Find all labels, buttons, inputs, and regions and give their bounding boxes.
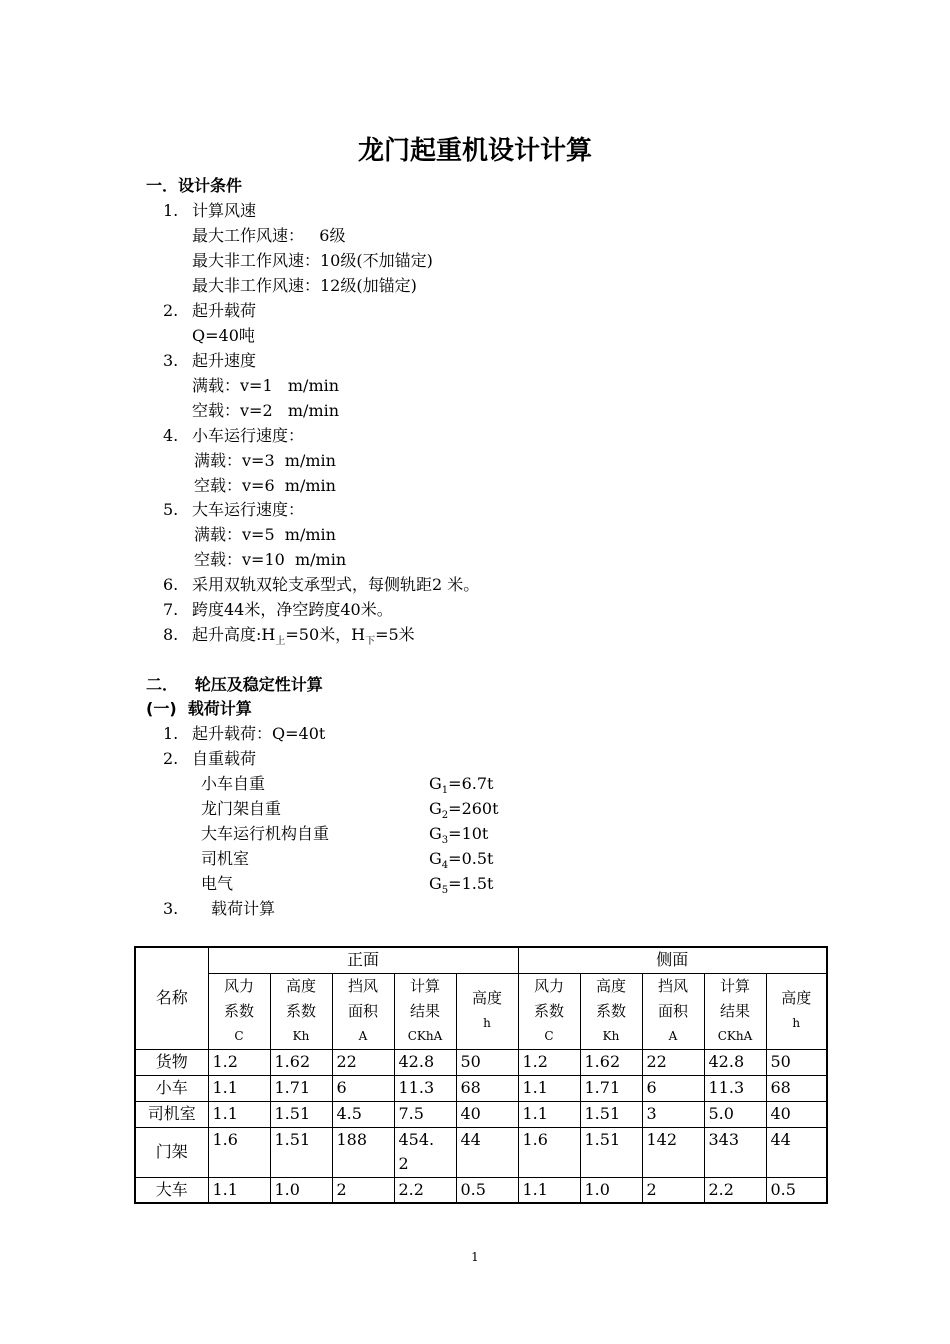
wind-load-table <box>134 946 828 1204</box>
cell-side: 1.2 <box>518 1049 580 1075</box>
trolley-speed-full: 满载：v=3 m/min <box>194 451 336 470</box>
cell-front: 4.5 <box>332 1101 394 1127</box>
page-number: 1 <box>471 1250 479 1264</box>
item-1-label: 计算风速 <box>192 201 257 220</box>
cell-side: 50 <box>766 1049 827 1075</box>
cell-front: 40 <box>456 1101 518 1127</box>
col-header: 高度 h <box>766 973 827 1049</box>
cell-front: 44 <box>456 1127 518 1177</box>
cell-front: 50 <box>456 1049 518 1075</box>
cell-front: 1.0 <box>270 1177 332 1203</box>
cell-front: 1.1 <box>208 1101 270 1127</box>
crane-speed-empty: 空载：v=10 m/min <box>194 550 347 569</box>
col-header: 计算 结果 CKhA <box>394 973 456 1049</box>
item-6-number: 6. <box>163 575 179 594</box>
cell-side: 1.1 <box>518 1075 580 1101</box>
weight-name: 龙门架自重 <box>201 799 282 818</box>
item-8-label: 起升高度$:H_上=50$米，$H_下=5$米 <box>192 625 415 648</box>
load-item-1-number: 1. <box>163 724 179 743</box>
section1-heading: 一．设计条件 <box>146 176 243 195</box>
section2-heading: 二． 轮压及稳定性计算 <box>146 675 323 694</box>
document-title: 龙门起重机设计计算 <box>357 136 592 166</box>
cell-side: 1.71 <box>580 1075 642 1101</box>
cell-front: 11.3 <box>394 1075 456 1101</box>
cell-side: 6 <box>642 1075 704 1101</box>
crane-speed-full: 满载：v=5 m/min <box>194 525 336 544</box>
cell-side: 2.2 <box>704 1177 766 1203</box>
cell-side: 142 <box>642 1127 704 1177</box>
table-header-side: 侧面 <box>518 947 827 973</box>
cell-front: 42.8 <box>394 1049 456 1075</box>
item-6-label: 采用双轨双轮支承型式，每侧轨距2 米。 <box>192 575 480 594</box>
col-header: 计算 结果 CKhA <box>704 973 766 1049</box>
table-header-name: 名称 <box>135 947 208 1049</box>
cell-side: 1.6 <box>518 1127 580 1177</box>
col-header: 风力 系数 C <box>208 973 270 1049</box>
item-1-number: 1. <box>163 201 179 220</box>
weight-name: 大车运行机构自重 <box>201 824 330 843</box>
load-item-3-label: 载荷计算 <box>211 899 276 918</box>
cell-side: 343 <box>704 1127 766 1177</box>
cell-side: 1.1 <box>518 1101 580 1127</box>
cell-side: 42.8 <box>704 1049 766 1075</box>
cell-front: 1.1 <box>208 1075 270 1101</box>
cell-front: 1.1 <box>208 1177 270 1203</box>
row-name: 门架 <box>135 1127 208 1177</box>
cell-side: 0.5 <box>766 1177 827 1203</box>
wind-nonwork-anchored: 最大非工作风速：12级(加锚定) <box>192 276 417 295</box>
weight-name: 小车自重 <box>201 774 266 793</box>
weight-name: 电气 <box>201 874 234 893</box>
col-header: 高度 系数 Kh <box>580 973 642 1049</box>
cell-front: 1.71 <box>270 1075 332 1101</box>
item-5-label: 大车运行速度： <box>192 500 305 519</box>
cell-side: 68 <box>766 1075 827 1101</box>
row-name: 货物 <box>135 1049 208 1075</box>
table-body <box>135 1049 827 1203</box>
cell-side: 2 <box>642 1177 704 1203</box>
col-header: 挡风 面积 A <box>642 973 704 1049</box>
item-3-number: 3. <box>163 351 179 370</box>
table-row <box>135 1049 827 1075</box>
load-item-3-number: 3. <box>163 899 179 918</box>
cell-front: 0.5 <box>456 1177 518 1203</box>
cell-front: 188 <box>332 1127 394 1177</box>
cell-front: 1.2 <box>208 1049 270 1075</box>
col-header: 风力 系数 C <box>518 973 580 1049</box>
col-header: 挡风 面积 A <box>332 973 394 1049</box>
cell-front: 7.5 <box>394 1101 456 1127</box>
item-4-number: 4. <box>163 426 179 445</box>
row-name: 大车 <box>135 1177 208 1203</box>
row-name: 司机室 <box>135 1101 208 1127</box>
item-3-label: 起升速度 <box>192 351 257 370</box>
cell-front: 68 <box>456 1075 518 1101</box>
item-7-label: 跨度44米，净空跨度40米。 <box>192 600 393 619</box>
table-row <box>135 1101 827 1127</box>
cell-front: 454. 2 <box>394 1127 456 1177</box>
cell-side: 1.1 <box>518 1177 580 1203</box>
cell-front: 22 <box>332 1049 394 1075</box>
cell-front: 1.62 <box>270 1049 332 1075</box>
load-item-1-label: 起升载荷：Q=40t <box>192 724 326 743</box>
weight-value: $G_2=260t$ <box>429 799 499 822</box>
weight-name: 司机室 <box>201 849 250 868</box>
cell-front: 1.6 <box>208 1127 270 1177</box>
cell-side: 22 <box>642 1049 704 1075</box>
col-header: 高度 h <box>456 973 518 1049</box>
lift-speed-empty: 空载：v=2 m/min <box>192 401 340 420</box>
item-2-number: 2. <box>163 301 179 320</box>
item-4-label: 小车运行速度： <box>192 426 305 445</box>
item-2-label: 起升载荷 <box>192 301 257 320</box>
col-header: 高度 系数 Kh <box>270 973 332 1049</box>
load-item-2-number: 2. <box>163 749 179 768</box>
item-8-number: 8. <box>163 625 179 644</box>
cell-side: 44 <box>766 1127 827 1177</box>
item-7-number: 7. <box>163 600 179 619</box>
weight-value: $G_5=1.5t$ <box>429 874 494 897</box>
table-row <box>135 1075 827 1101</box>
wind-work: 最大工作风速： 6级 <box>192 226 346 245</box>
cell-front: 2.2 <box>394 1177 456 1203</box>
wind-nonwork-unanchored: 最大非工作风速：10级(不加锚定) <box>192 251 433 270</box>
trolley-speed-empty: 空载：v=6 m/min <box>194 476 336 495</box>
table-row <box>135 1177 827 1203</box>
load-item-2-label: 自重载荷 <box>192 749 257 768</box>
weight-value: $G_3=10t$ <box>429 824 489 847</box>
cell-front: 2 <box>332 1177 394 1203</box>
row-name: 小车 <box>135 1075 208 1101</box>
cell-side: 5.0 <box>704 1101 766 1127</box>
cell-front: 1.51 <box>270 1127 332 1177</box>
cell-side: 1.62 <box>580 1049 642 1075</box>
cell-side: 1.51 <box>580 1127 642 1177</box>
cell-side: 1.51 <box>580 1101 642 1127</box>
table-row <box>135 1127 827 1177</box>
cell-front: 1.51 <box>270 1101 332 1127</box>
weight-value: $G_4=0.5t$ <box>429 849 494 872</box>
weight-value: $G_1=6.7t$ <box>429 774 494 797</box>
cell-front: 6 <box>332 1075 394 1101</box>
lift-speed-full: 满载：v=1 m/min <box>192 376 340 395</box>
cell-side: 3 <box>642 1101 704 1127</box>
cell-side: 40 <box>766 1101 827 1127</box>
cell-side: 11.3 <box>704 1075 766 1101</box>
item-5-number: 5. <box>163 500 179 519</box>
lift-load-value: Q=40吨 <box>192 326 255 345</box>
section2-subheading: (一) 载荷计算 <box>146 699 252 718</box>
cell-side: 1.0 <box>580 1177 642 1203</box>
table-header-front: 正面 <box>208 947 518 973</box>
